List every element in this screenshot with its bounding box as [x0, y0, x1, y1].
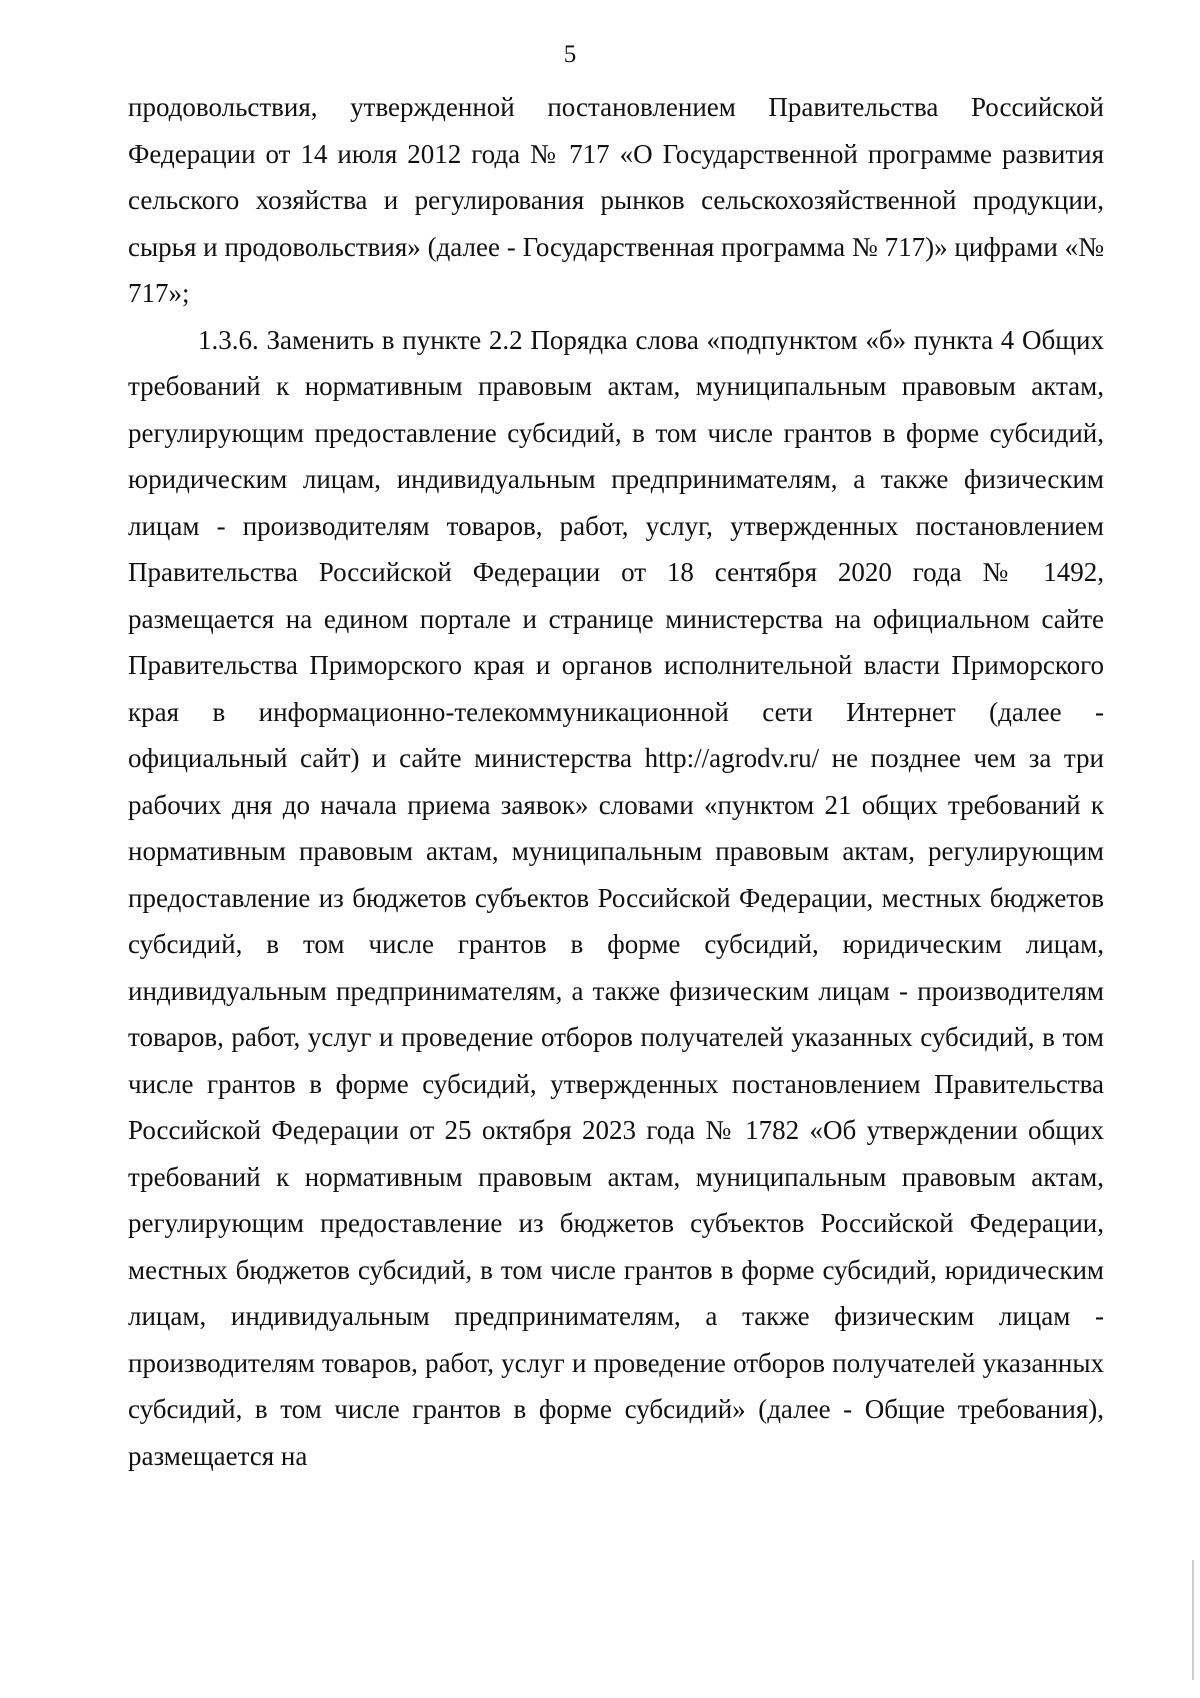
paragraph-continuation: продовольствия, утвержденной постановлением Правительства Российской Федерации от 14 июля 2012 года № 717 «О Государственной программе развития сельского хозяйства и регулирования рынков сельскохозяйственной продукции, сырья и продовольствия» (далее - Государственная программа № 717)» цифрами «№ 717»;: [128, 92, 1104, 308]
document-body: [128, 84, 1104, 1479]
paragraph-1-3-6: 1.3.6. Заменить в пункте 2.2 Порядка слова «подпунктом «б» пункта 4 Общих требований к нормативным правовым актам, муниципальным правовым актам, регулирующим предоставление субсидий, в том числе грантов в форме субсидий, юридическим лицам, индивидуальным предпринимателям, а также физическим лицам - производителям товаров, работ, услуг, утвержденных постановлением Правительства Российской Федерации от 18 сентября 2020 года № 1492, размещается на едином портале и странице министерства на официальном сайте Правительства Приморского края и органов исполнительной власти Приморского края в информационно-телекоммуникационной сети Интернет (далее - официальный сайт) и сайте министерства http://agrodv.ru/ не позднее чем за три рабочих дня до начала приема заявок» словами «пунктом 21 общих требований к нормативным правовым актам, муниципальным правовым актам, регулирующим предоставление из бюджетов субъектов Российской Федерации, местных бюджетов субсидий, в том числе грантов в форме субсидий, юридическим лицам, индивидуальным предпринимателям, а также физическим лицам - производителям товаров, работ, услуг и проведение отборов получателей указанных субсидий, в том числе грантов в форме субсидий, утвержденных постановлением Правительства Российской Федерации от 25 октября 2023 года № 1782 «Об утверждении общих требований к нормативным правовым актам, муниципальным правовым актам, регулирующим предоставление из бюджетов субъектов Российской Федерации, местных бюджетов субсидий, в том числе грантов в форме субсидий, юридическим лицам, индивидуальным предпринимателям, а также физическим лицам - производителям товаров, работ, услуг и проведение отборов получателей указанных субсидий, в том числе грантов в форме субсидий» (далее - Общие требования), размещается на: [128, 324, 1104, 1471]
page-number: 5: [563, 41, 577, 68]
scan-edge-mark: [1192, 1560, 1194, 1680]
